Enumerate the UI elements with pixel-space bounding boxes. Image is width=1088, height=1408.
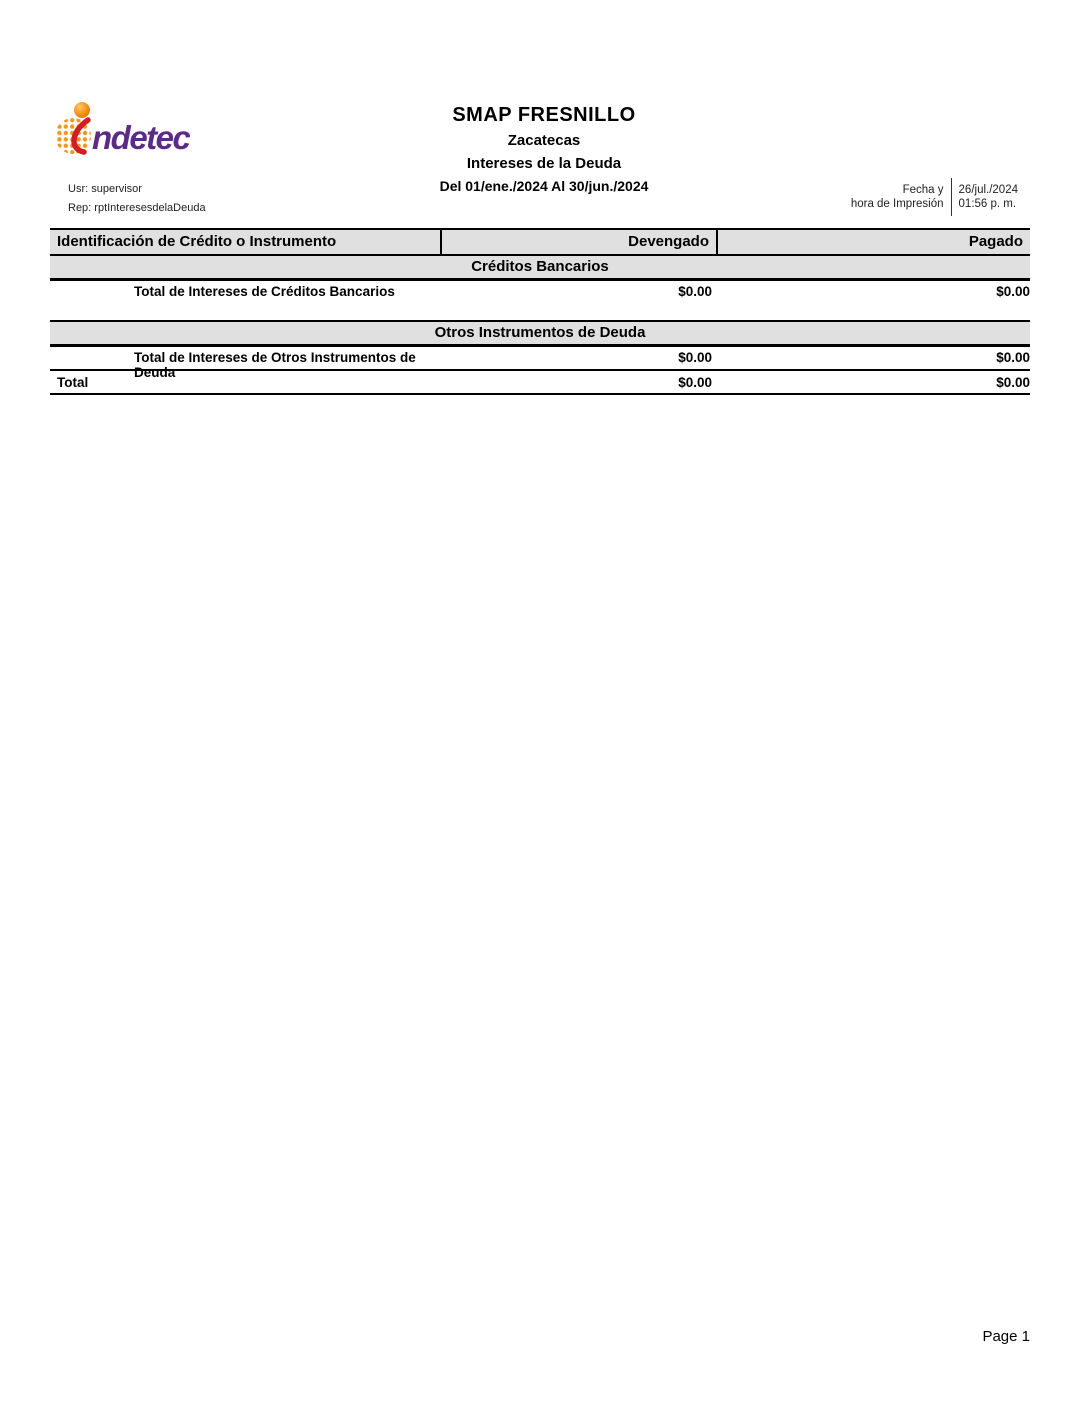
- section-band-creditos-bancarios: Créditos Bancarios: [50, 256, 1030, 281]
- org-state: Zacatecas: [507, 132, 581, 149]
- print-info-divider: [951, 178, 952, 216]
- logo-text: ndetec: [92, 119, 190, 156]
- table-row: [50, 347, 1030, 380]
- print-label-line1: Fecha y: [902, 184, 944, 196]
- print-info: [851, 178, 1018, 216]
- user-line: Usr: supervisor: [68, 183, 142, 195]
- user-meta: [68, 180, 206, 218]
- org-name: SMAP FRESNILLO: [452, 104, 636, 126]
- table-row: [50, 281, 1030, 304]
- print-info-label: [851, 183, 944, 211]
- row-devengado-value: $0.00: [678, 350, 712, 365]
- column-header-devengado: Devengado: [442, 230, 718, 254]
- interest-report-table: [50, 228, 1030, 395]
- print-time: 01:56 p. m.: [958, 198, 1017, 210]
- page-number: Page 1: [982, 1328, 1030, 1345]
- row-pagado-value: $0.00: [996, 284, 1030, 299]
- report-line: Rep: rptInteresesdelaDeuda: [68, 202, 206, 214]
- section-band-otros-instrumentos: Otros Instrumentos de Deuda: [50, 320, 1030, 347]
- row-label: Total de Intereses de Créditos Bancarios: [134, 284, 395, 299]
- table-header-row: [50, 228, 1030, 256]
- row-pagado-value: $0.00: [996, 350, 1030, 365]
- total-label: Total: [57, 375, 89, 390]
- total-devengado-value: $0.00: [678, 375, 712, 390]
- report-title: Intereses de la Deuda: [466, 155, 622, 172]
- print-label-line2: hora de Impresión: [850, 198, 944, 210]
- grand-total-row: [50, 371, 1030, 395]
- total-pagado-value: $0.00: [996, 375, 1030, 390]
- print-info-values: [959, 183, 1018, 211]
- column-header-pagado: Pagado: [968, 233, 1023, 250]
- row-label: Total de Intereses de Otros Instrumentos de Deuda: [134, 350, 416, 380]
- section-gap: [50, 304, 1030, 320]
- column-header-identificacion: Identificación de Crédito o Instrumento: [50, 230, 442, 254]
- report-period: Del 01/ene./2024 Al 30/jun./2024: [439, 178, 649, 194]
- print-date: 26/jul./2024: [958, 184, 1018, 196]
- row-devengado-value: $0.00: [678, 284, 712, 299]
